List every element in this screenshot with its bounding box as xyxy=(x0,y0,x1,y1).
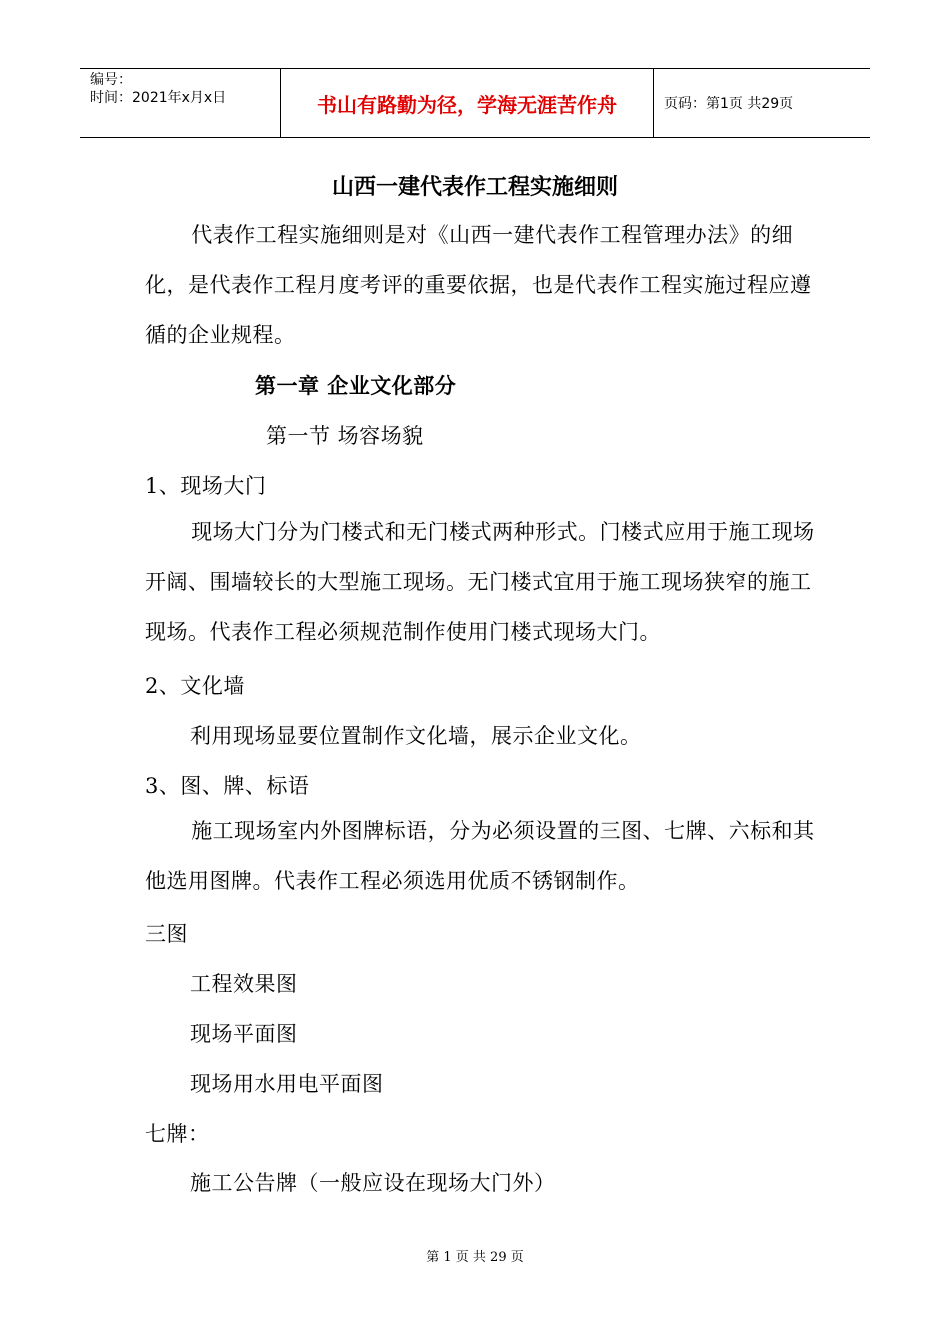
three-maps-label: 三图 xyxy=(145,922,188,946)
map-item: 现场平面图 xyxy=(190,1022,298,1046)
map-item: 工程效果图 xyxy=(190,972,298,996)
document-title: 山西一建代表作工程实施细则 xyxy=(331,174,618,200)
header-page-info: 页码：第1页 共29页 xyxy=(664,96,794,112)
gate-paragraph: 现场大门分为门楼式和无门楼式两种形式。门楼式应用于施工现场开阔、围墙较长的大型施工现场。无门楼式宜用于施工现场狭窄的施工现场。代表作工程必须规范制作使用门楼式现场大门。 xyxy=(145,520,815,644)
chapter-title: 第一章 企业文化部分 xyxy=(255,374,457,398)
signs-heading: 3、图、牌、标语 xyxy=(145,774,310,798)
seven-boards-label: 七牌： xyxy=(145,1122,210,1146)
signs-paragraph: 施工现场室内外图牌标语，分为必须设置的三图、七牌、六标和其他选用图牌。代表作工程必须选用优质不锈钢制作。 xyxy=(145,819,815,893)
gate-heading: 1、现场大门 xyxy=(145,474,267,498)
time-label: 时间：2021年x月x日 xyxy=(90,90,227,106)
wall-heading: 2、文化墙 xyxy=(145,674,245,698)
board-item: 施工公告牌（一般应设在现场大门外） xyxy=(190,1171,556,1195)
page-footer: 第 1 页 共 29 页 xyxy=(426,1250,524,1265)
section-title: 第一节 场容场貌 xyxy=(266,424,424,448)
header-motto: 书山有路勤为径，学海无涯苦作舟 xyxy=(281,69,654,137)
header-meta xyxy=(80,69,281,137)
map-item: 现场用水用电平面图 xyxy=(190,1072,384,1096)
wall-paragraph: 利用现场显要位置制作文化墙，展示企业文化。 xyxy=(190,724,642,748)
intro-paragraph: 代表作工程实施细则是对《山西一建代表作工程管理办法》的细化，是代表作工程月度考评的重要依据，也是代表作工程实施过程应遵循的企业规程。 xyxy=(145,223,812,347)
page-header xyxy=(80,68,870,138)
code-label: 编号： xyxy=(90,72,132,88)
